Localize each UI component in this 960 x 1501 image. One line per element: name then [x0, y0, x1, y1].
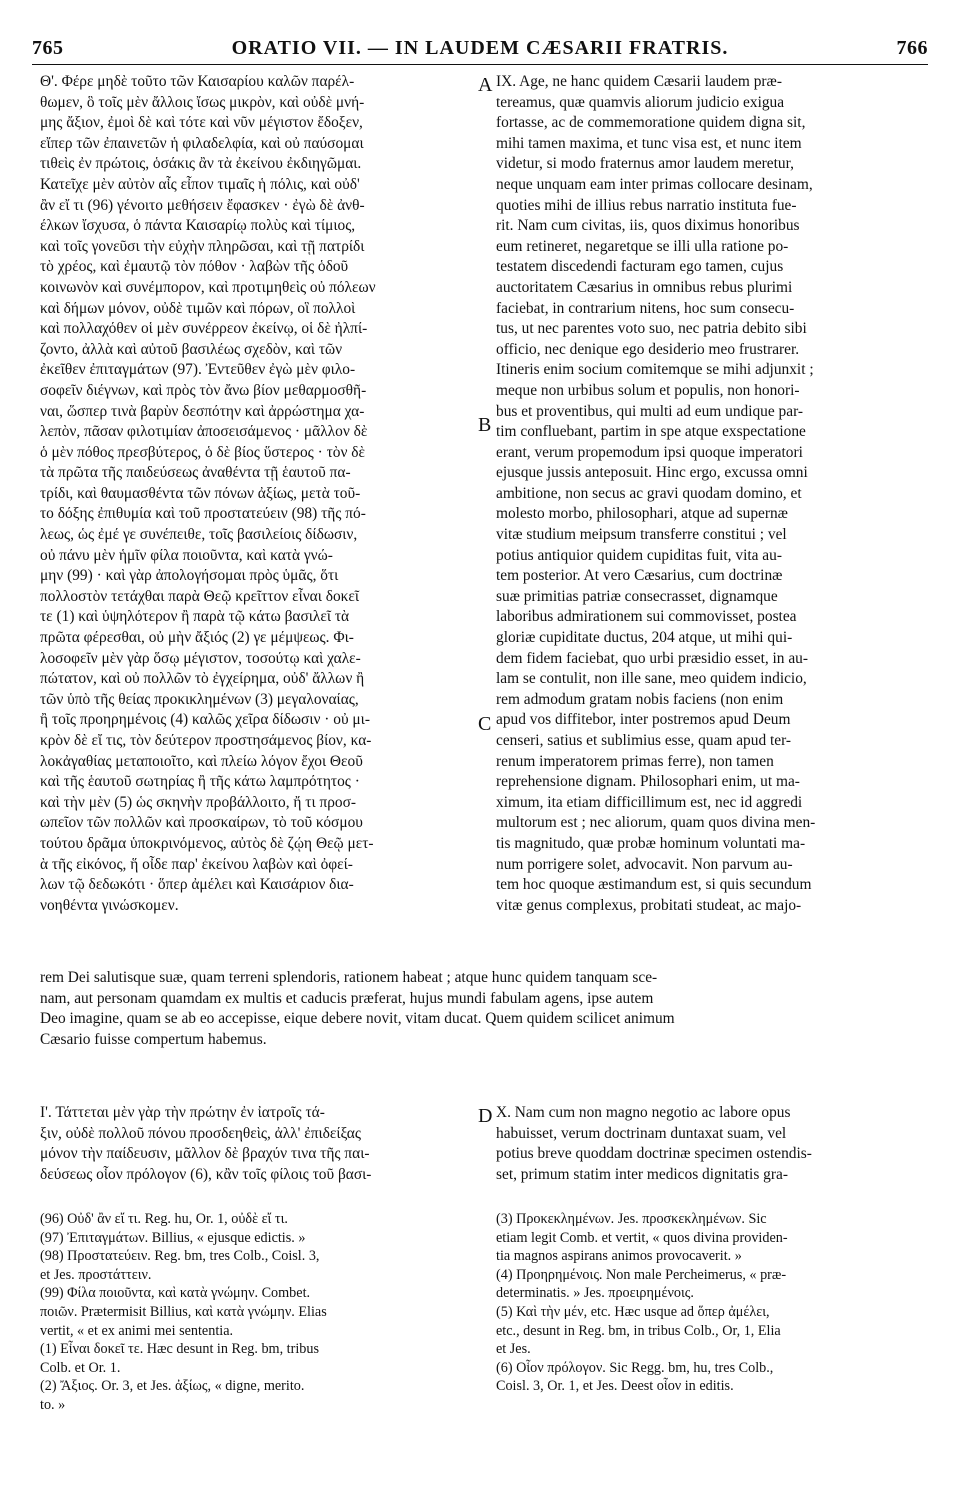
text-line: IX. Age, ne hanc quidem Cæsarii laudem præ- [496, 73, 782, 90]
footnotes-right [496, 1210, 926, 1396]
header-rule [32, 64, 928, 65]
text-line: multorum est ; nec aliorum, quam quos divina men- [496, 814, 816, 832]
text-line: ἂν εἴ τι (96) γένοιτο μεθήσειν ἔφασκεν · ἐγὼ δὲ ἀνθ- [40, 196, 365, 214]
footnote-line: et Jes. [496, 1341, 531, 1358]
text-line: tim confluebant, partim in spe atque exspectatione [496, 423, 806, 441]
text-line: reprehensione dignam. Philosophari enim, ut ma- [496, 773, 800, 791]
text-line: suæ primitias patriæ consecrasset, dignamque [496, 587, 778, 605]
text-line: habuisset, verum doctrinam duntaxat suam, vel [496, 1124, 787, 1142]
text-line: censeri, satius et sublimius esse, quam apud ter- [496, 732, 792, 749]
page-number-right: 766 [896, 36, 928, 59]
footnote-line: tia magnos aspirans animos provocaverit. » [496, 1248, 742, 1265]
text-line: ambitione, non secus ac gravi quodam domino, et [496, 484, 802, 502]
full-width-paragraph [40, 968, 926, 1050]
page-number-left: 765 [32, 36, 64, 59]
text-line: κοινωνὸν καὶ συνέμπορον, καὶ προτιμηθεὶς οὐ πόλεων [40, 278, 376, 296]
footnote-line: etc., desunt in Reg. bm, in tribus Colb., Or, 1, Elia [496, 1322, 781, 1339]
latin-column-section-x [496, 1103, 926, 1185]
text-line: tem hoc quoque æstimandum est, si quis secundum [496, 876, 812, 894]
footnote-line: (1) Εἶναι δοκεῖ τε. Hæc desunt in Reg. bm, tribus [40, 1341, 319, 1358]
text-line: rem Dei salutisque suæ, quam terreni splendoris, rationem habeat ; atque hunc quidem tanquam sce- [40, 969, 658, 986]
footnote-line: (3) Προκεκλημένων. Jes. προσκεκλημένων. Sic [496, 1211, 767, 1227]
column-marker-a: A [478, 74, 493, 96]
text-line: το δόξης ἐπιθυμία καὶ τοῦ προστατεύειν (98) τῆς πό- [40, 505, 366, 523]
text-line: Κατεῖχε μὲν αὐτὸν αἷς εἶπον τιμαῖς ἡ πόλις, καὶ οὐδ' [40, 175, 360, 193]
text-line: Ι'. Τάττεται μὲν γὰρ τὴν πρώτην ἐν ἰατροῖς τά- [40, 1104, 325, 1121]
footnote-line: (2) Ἄξιος. Or. 3, et Jes. ἀξίως, « digne, merito. [40, 1378, 305, 1395]
footnote-line: (99) Φίλα ποιοῦντα, καὶ κατὰ γνώμην. Combet. [40, 1285, 311, 1302]
footnote-line: (97) Ἐπιταγμάτων. Billius, « ejusque edictis. » [40, 1229, 306, 1246]
text-line: ναι, ὥσπερ τινὰ βαρὺν δεσπότην καὶ ἀρρώστημα χα- [40, 402, 365, 420]
text-line: τῶν ὑπὸ τῆς θείας προκικλημένων (3) μεγαλοναίας, [40, 690, 359, 708]
footnote-line: Colb. et Or. 1. [40, 1359, 121, 1376]
column-marker-c: C [478, 713, 492, 735]
greek-column-section-x [40, 1103, 472, 1185]
text-line: Θ'. Φέρε μηδὲ τοῦτο τῶν Καισαρίου καλῶν παρέλ- [40, 73, 355, 90]
text-line: τὰ πρῶτα τῆς παιδεύσεως ἀναθέντα τῇ ἑαυτοῦ πα- [40, 464, 351, 482]
text-line: ωπεῖον τῶν πολλῶν καὶ προσκαίρων, τὸ τοῦ κόσμου [40, 814, 363, 832]
text-line: καὶ τοῖς γονεῦσι τὴν εὐχὴν πληρῶσαι, καὶ τῇ πατρίδι [40, 237, 365, 255]
text-line: λοσοφεῖν μὲν γὰρ ὅσῳ μέγιστον, τοσούτῳ καὶ χαλε- [40, 649, 361, 667]
text-line: μόνον τὴν παίδευσιν, μᾶλλον δὲ βραχύν τινα τῆς παι- [40, 1145, 370, 1163]
text-line: ximum, ita etiam difficillimum est, nec id aggredi [496, 793, 803, 811]
text-line: εἴπερ τῶν ἐπαινετῶν ἡ φιλαδελφία, καὶ οὐ παύσομαι [40, 134, 364, 152]
footnote-line: (5) Καὶ τὴν μέν, etc. Hæc usque ad ὅπερ ἀμέλει, [496, 1303, 770, 1320]
text-line: θωμεν, ὃ τοῖς μὲν ἄλλοις ἴσως μικρὸν, καὶ οὐδὲ μνή- [40, 93, 365, 111]
text-line: νοηθέντα γινώσκομεν. [40, 896, 179, 914]
text-line: mihi tamen maxima, et tunc visa est, et nunc item [496, 134, 802, 152]
text-line: μης ἄξιον, ἐμοὶ δὲ καὶ τότε καὶ νῦν μέγιστον ἔδοξεν, [40, 114, 363, 132]
text-line: μην (99) · καὶ γὰρ ἀπολογήσομαι πρὸς ὑμᾶς, ὅτι [40, 567, 339, 585]
text-line: apud vos diffitebor, inter postremos apud Deum [496, 711, 791, 729]
text-line: ζοντο, ἀλλὰ καὶ αὐτοῦ βασιλέως σχεδὸν, καὶ τῶν [40, 340, 343, 358]
text-line: Deo imagine, quam se ab eo accepisse, eique debere novit, vitam ducat. Quem quidem scilicet animum [40, 1010, 675, 1028]
text-line: πολλοστὸν τετάχθαι παρὰ Θεῷ κρεῖττον εἶναι δοκεῖ [40, 587, 360, 605]
text-line: num porrigere solet, advocavit. Non parvum au- [496, 855, 793, 873]
text-line: πρῶτα φέρεσθαι, οὐ μὴν ἄξιός (2) γε μέμψεως. Φι- [40, 629, 354, 647]
text-line: καὶ τὴν μὲν (5) ὡς σκηνὴν προβάλλοιτο, ἤ τι προσ- [40, 793, 357, 811]
text-line: tem posterior. At vero Cæsarius, cum doctrinæ [496, 567, 783, 585]
text-line: nam, aut personam quamdam ex multis et caducis præferat, hujus mundi fabulam agens, ipse autem [40, 989, 654, 1007]
text-line: faciebat, in contrarium nitens, hoc sum consecu- [496, 299, 795, 317]
text-line: ξιν, οὐδὲ πολλοῦ πόνου προσδεηθεὶς, ἀλλ' ἐπιδείξας [40, 1124, 361, 1142]
text-line: έλκων ἴσχυσα, ὁ πάντα Καισαρίῳ πολὺς καὶ τίμιος, [40, 217, 356, 235]
text-line: X. Nam cum non magno negotio ac labore opus [496, 1104, 791, 1121]
text-line: πώτατον, καὶ οὐ πολλῶν τὸ ἐγχείρημα, οὐδ' ἄλλων ἢ [40, 670, 365, 688]
column-marker-d: D [478, 1105, 493, 1127]
text-line: δεύσεως οἷον πρόλογον (6), κἂν τοῖς φίλοις τοῦ βασι- [40, 1165, 372, 1183]
text-line: τρίδι, καὶ θαυμασθέντα τῶν πόνων ἀξίως, μετὰ τοῦ- [40, 484, 361, 502]
text-line: laboribus admirationem sui commovisset, postea [496, 608, 797, 626]
running-title: ORATIO VII. — IN LAUDEM CÆSARII FRATRIS. [231, 36, 729, 59]
text-line: set, primum statim inter medicos dignitatis gra- [496, 1165, 788, 1183]
text-line: κρὸν δὲ εἴ τις, τὸν δεύτερον προστησάμενος βίον, κα- [40, 732, 372, 749]
text-line: tis magnitudo, quæ probæ hominum voluntati ma- [496, 834, 806, 852]
footnote-line: etiam legit Comb. et vertit, « quos divina providen- [496, 1229, 788, 1246]
text-line: dem fidem faciebat, quo urbi præsidio esset, in au- [496, 649, 809, 667]
text-line: potius antiquior quidem cupiditas fuit, vita au- [496, 546, 782, 564]
text-line: renum imperatorem primas ferre), non tamen [496, 752, 774, 770]
text-line: Cæsario fuisse compertum habemus. [40, 1030, 267, 1048]
text-line: Itineris enim socium comitemque se mihi adjunxit ; [496, 361, 814, 379]
text-line: λεπὸν, πᾶσαν φιλοτιμίαν ἀποσεισάμενος · μᾶλλον δὲ [40, 423, 368, 441]
footnote-line: (96) Οὐδ' ἂν εἴ τι. Reg. hu, Or. 1, οὐδὲ εἴ τι. [40, 1211, 288, 1227]
text-line: tereamus, quæ quamvis aliorum judicio exigua [496, 93, 785, 111]
text-line: ὁ μὲν πόθος πρεσβύτερος, ὁ δὲ βίος ὕστερος · τὸν δὲ [40, 443, 365, 461]
text-line: erant, verum propemodum ipsi quoque imperatori [496, 443, 803, 461]
text-line: lam se contulit, non ille sane, meo quidem indicio, [496, 670, 807, 688]
text-line: fortasse, ac de commemoratione quidem digna sit, [496, 114, 806, 132]
text-line: τούτου δρᾶμα ὑποκρινόμενος, αὐτὸς δὲ ζῴη Θεῷ μετ- [40, 834, 374, 852]
footnote-line: (98) Προστατεύειν. Reg. bm, tres Colb., Coisl. 3, [40, 1248, 320, 1265]
text-line: bus et proventibus, qui multi ad eum undique par- [496, 402, 804, 420]
footnote-line: vertit, « et ex animi mei sententia. [40, 1322, 234, 1339]
text-line: ἢ τοῖς προηρημένοις (4) καλῶς χεῖρα δίδωσιν · οὐ μι- [40, 711, 370, 729]
text-line: λεως, ὡς ἐμέ γε συνέπειθε, τοῖς βασιλείοις δίδωσιν, [40, 526, 358, 544]
footnote-line: Coisl. 3, Or. 1, et Jes. Deest οἷον in editis. [496, 1378, 734, 1395]
text-line: videtur, si modo fraternus amor laudem meretur, [496, 155, 794, 173]
text-line: meque non urbibus solum et populis, non honori- [496, 381, 800, 399]
text-line: gloriæ cupiditate ductus, 204 atque, ut mihi qui- [496, 629, 793, 647]
footnote-line: (6) Οἷον πρόλογον. Sic Regg. bm, hu, tres Colb., [496, 1359, 774, 1376]
text-line: καὶ τῆς ἑαυτοῦ σωτηρίας ἢ τῆς κάτω λαμπρότητος · [40, 773, 360, 791]
text-line: potius breve quoddam doctrinæ specimen ostendis- [496, 1145, 812, 1163]
text-line: τὸ χρέος, καὶ ἐμαυτῷ τὸν πόθον · λαβὼν τῆς ὁδοῦ [40, 258, 349, 276]
column-marker-b: B [478, 414, 492, 436]
text-line: καὶ δήμων μόνον, οὐδὲ τιμῶν καὶ πόρων, οἳ πολλοὶ [40, 299, 356, 317]
footnote-line: determinatis. » Jes. προειρημένοις. [496, 1285, 694, 1302]
text-line: ejusque jussis anteposuit. Hinc ergo, excussa omni [496, 464, 808, 482]
text-line: rit. Nam cum civitas, iis, quos diximus honoribus [496, 217, 800, 235]
text-line: neque unquam eam inter primas collocare desinam, [496, 175, 813, 193]
text-line: tus, ut nec parentes voto suo, nec patria debito sibi [496, 320, 807, 338]
text-line: οὐ πάνυ μὲν ἡμῖν φίλα ποιοῦντα, καὶ κατὰ γνώ- [40, 546, 333, 564]
text-line: καὶ πολλαχόθεν οἱ μὲν συνέρρεον ἐκείνῳ, οἱ δὲ ἠλπί- [40, 320, 368, 338]
text-line: auctoritatem Cæsarius in omnibus rebus plurimi [496, 278, 793, 296]
text-line: rem admodum gratam nobis faciens (non enim [496, 690, 784, 708]
text-line: ἐκεῖθεν ἐπιταγμάτων (97). Ἐντεῦθεν ἐγὼ μὲν φιλο- [40, 361, 356, 379]
latin-column [496, 72, 926, 916]
text-line: λων τῷ δεδωκότι · ὅπερ ἀμέλει καὶ Καισάριον δια- [40, 876, 354, 894]
running-header [32, 34, 928, 62]
text-line: molesto morbo, philosophari, atque ad supernæ [496, 505, 788, 523]
greek-column [40, 72, 472, 916]
text-line: officio, nec denique ego desiderio meo frustrarer. [496, 340, 800, 358]
text-line: quoties mihi de illius rebus narratio instituta fue- [496, 196, 797, 214]
footnote-line: (4) Προηρημένοις. Non male Percheimerus, « præ- [496, 1266, 787, 1283]
text-line: ὰ τῆς εἰκόνος, ἥ οἶδε παρ' ἐκείνου λαβὼν καὶ ὀφεί- [40, 855, 353, 873]
footnote-line: to. » [40, 1396, 66, 1413]
text-line: vitæ genus complexus, probitati studeat, ac majo- [496, 896, 802, 914]
text-line: eum retineret, negaretque se illi ulla ratione po- [496, 237, 789, 255]
footnotes-left [40, 1210, 470, 1415]
text-line: vitæ studium meipsum transferre constitui ; vel [496, 526, 787, 544]
footnote-line: et Jes. προστάττειν. [40, 1266, 152, 1283]
text-line: λοκἀγαθίας μεταποιοῖτο, καὶ πλείω λόγον ἔχοι Θεοῦ [40, 752, 363, 770]
text-line: testatem discedendi facturam ego tamen, cujus [496, 258, 784, 276]
text-line: τιθεὶς ἐν πρώτοις, ὁσάκις ἂν τὰ ἐκείνου ἐκδιηγῶμαι. [40, 155, 362, 173]
text-line: σοφεῖν διέγνων, καὶ πρὸς τὸν ἄνω βίον μεθαρμοσθῆ- [40, 381, 367, 399]
text-line: τε (1) καὶ ὑψηλότερον ἢ παρὰ τῷ κάτω βασιλεῖ τὰ [40, 608, 350, 626]
footnote-line: ποιῶν. Prætermisit Billius, καὶ κατὰ γνώμην. Elias [40, 1303, 327, 1320]
